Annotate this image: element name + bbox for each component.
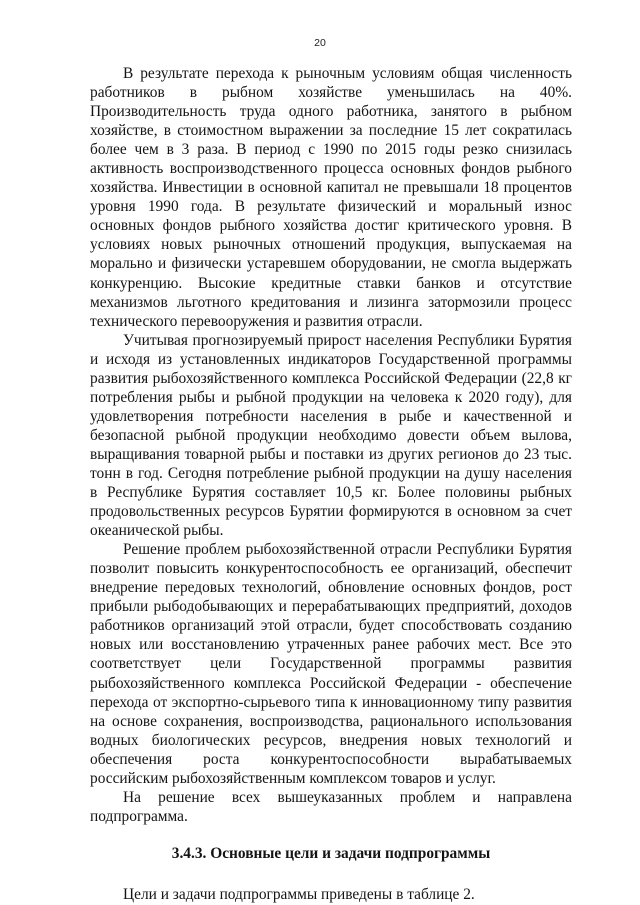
paragraph-workforce-decline: В результате перехода к рыночным условиям общая численность работников в рыбном хозяйстве уменьшилась на 40%. Производительность труда одного работника, занятого в рыбном хозяйстве, в стоимостном выражении за последние 15 лет сократилась более чем в 3 раза. В период с 1990 по 2015 годы резко снизилась активность воспроизводственного процесса основных фондов рыбного хозяйства. Инвестиции в основной капитал не превышали 18 процентов уровня 1990 года. В результате физический и моральный износ основных фондов рыбного хозяйства достиг критического уровня. В условиях новых рыночных отношений продукция, выпускаемая на морально и физически устаревшем оборудовании, не смогла выдержать конкуренцию. Высокие кредитные ставки банков и отсутствие механизмов льготного кредитования и лизинга затормозили процесс технического перевооружения и развития отрасли. xyxy=(90,65,572,330)
paragraph-subprogram-aim: На решение всех вышеуказанных проблем и направлена подпрограмма. xyxy=(90,788,572,825)
section-heading: 3.4.3. Основные цели и задачи подпрограммы xyxy=(171,844,491,862)
paragraph-goals-table-reference: Цели и задачи подпрограммы приведены в таблице 2. xyxy=(123,885,475,903)
document-body xyxy=(90,64,572,904)
paragraph-population-forecast: Учитывая прогнозируемый прирост населения Республики Бурятия и исходя из установленных индикаторов Государственной программы развития рыбохозяйственного комплекса Российской Федерации (22,8 кг потребления рыбы и рыбной продукции на человека к 2020 году), для удовлетворения потребности населения в рыбе и качественной и безопасной рыбной продукции необходимо довести объем вылова, выращивания товарной рыбы и поставки из других регионов до 23 тыс. тонн в год. Сегодня потребление рыбной продукции на душу населения в Республике Бурятия составляет 10,5 кг. Более половины рыбных продовольственных ресурсов Бурятии формируются в основном за счет океанической рыбы. xyxy=(90,331,572,540)
page-number: 20 xyxy=(314,37,326,49)
paragraph-problem-solution: Решение проблем рыбохозяйственной отрасли Республики Бурятия позволит повысить конкурентоспособность ее организаций, обеспечит внедрение передовых технологий, обновление основных фондов, рост прибыли рыбодобывающих и перерабатывающих предприятий, доходов работников организаций этой отрасли, будет способствовать созданию новых или восстановлению утраченных ранее рабочих мест. Все это соответствует цели Государственной программы развития рыбохозяйственного комплекса Российской Федерации - обеспечение перехода от экспортно-сырьевого типа к инновационному типу развития на основе сохранения, воспроизводства, рационального использования водных биологических ресурсов, внедрения новых технологий и обеспечения роста конкурентоспособности вырабатываемых российским рыбохозяйственным комплексом товаров и услуг. xyxy=(90,541,572,787)
